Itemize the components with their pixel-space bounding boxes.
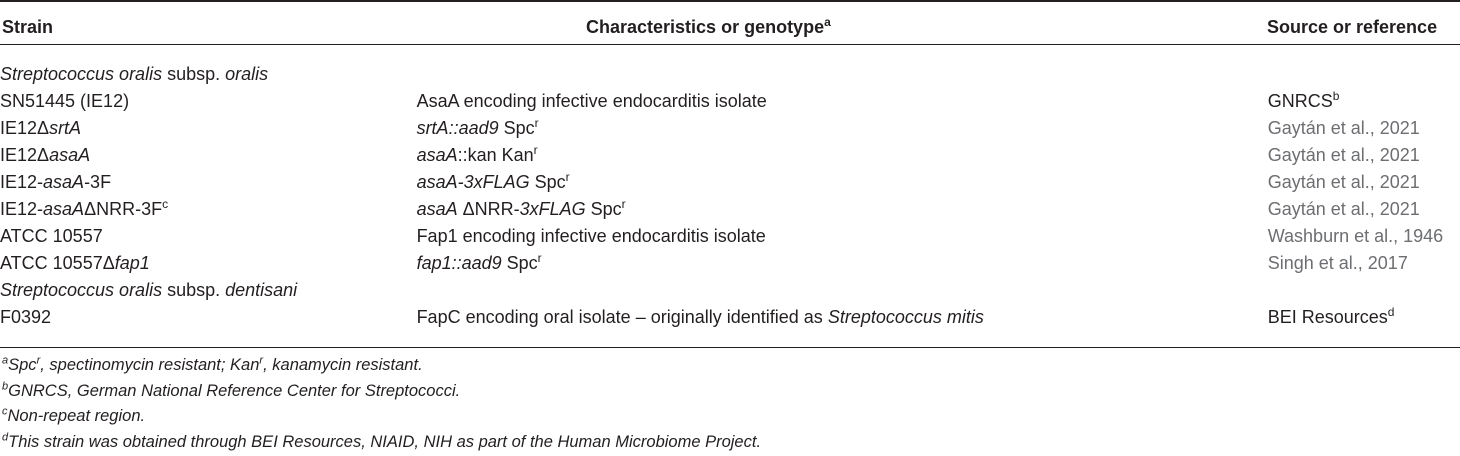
strain-text: F0392 [0,307,52,327]
strain-text: IE12- [0,172,44,192]
footnote-b [2,379,761,405]
reference-link[interactable]: Gaytán et al., 2021 [1267,172,1420,192]
footnotes [2,353,761,455]
table-top-rule [0,0,1460,2]
characteristics-cell [417,304,1268,331]
strain-cell [0,142,417,169]
footnote-d [2,430,761,456]
characteristics-text: Fap1 encoding infective endocarditis isolate [416,226,766,246]
characteristics-cell [417,250,1268,277]
footnote-a [2,353,761,379]
footnote-mark: b [2,380,9,392]
source-cell[interactable] [1268,142,1460,169]
footnote-text: Non-repeat region. [7,407,146,425]
characteristics-text: Spc [501,253,538,273]
footnote-text: , kanamycin resistant. [263,356,423,374]
characteristics-cell [417,142,1268,169]
strain-gene: asaA [43,199,85,219]
source-cell[interactable] [1268,223,1460,250]
footnote-mark: b [1332,89,1340,103]
genotype-text: srtA::aad9 [416,118,499,138]
reference-link[interactable]: Washburn et al., 1946 [1267,226,1444,246]
group-row [0,61,1460,88]
column-header-source: Source or reference [1267,17,1438,37]
characteristics-text: ::kan Kan [457,145,534,165]
subspecies-name: oralis [225,64,269,84]
subspecies-name: dentisani [225,280,298,300]
footnote-text: Spc [8,356,37,374]
characteristics-cell [417,223,1268,250]
footnote-mark: d [2,431,9,443]
header-characteristics-text: Characteristics or genotype [586,17,825,37]
strain-cell [0,115,417,142]
source-cell[interactable] [1268,115,1460,142]
strain-text: IE12- [0,199,44,219]
resistance-mark: r [565,170,570,184]
characteristics-text: Spc [585,199,622,219]
table-row [0,88,1460,115]
reference-link[interactable]: Singh et al., 2017 [1267,253,1408,273]
footnote-mark: c [2,405,8,418]
resistance-mark: r [259,354,264,367]
strain-table [0,61,1460,331]
characteristics-text: ΔNRR- [457,199,520,219]
table-row [0,304,1460,331]
strain-suffix: -3F [84,172,112,192]
strain-gene: asaA [43,172,85,192]
table-row [0,115,1460,142]
reference-link[interactable]: Gaytán et al., 2021 [1267,118,1420,138]
genotype-text: asaA [416,199,458,219]
strain-cell [0,250,417,277]
genotype-text: asaA-3xFLAG [416,172,530,192]
strain-text: ATCC 10557Δ [0,253,115,273]
strain-cell [0,169,417,196]
resistance-mark: r [533,143,538,157]
table-row [0,223,1460,250]
characteristics-text: Spc [529,172,566,192]
footnote-mark: c [162,197,169,211]
genotype-text: 3xFLAG [519,199,586,219]
footnote-mark: d [1387,305,1395,319]
footnote-text: , spectinomycin resistant; Kan [40,356,260,374]
characteristics-cell [417,169,1268,196]
header-rule [0,44,1460,45]
subsp-text: subsp. [162,64,226,84]
genotype-text: asaA [416,145,458,165]
source-cell [1268,88,1460,115]
source-cell [1268,304,1460,331]
footnote-mark: a [2,354,9,367]
footnote-c [2,404,761,430]
strain-cell [0,88,417,115]
characteristics-cell [417,115,1268,142]
strain-text: SN51445 (IE12) [0,91,130,111]
table-row [0,169,1460,196]
strain-cell [0,304,417,331]
footnote-text: This strain was obtained through BEI Resources, NIAID, NIH as part of the Human Microbiome Project. [8,432,762,451]
species-name: Streptococcus mitis [827,307,984,327]
table-row [0,250,1460,277]
resistance-mark: r [621,197,626,211]
strain-text: IE12Δ [0,118,50,138]
group-row [0,277,1460,304]
strain-cell [0,223,417,250]
source-cell[interactable] [1268,250,1460,277]
resistance-mark: r [534,116,539,130]
characteristics-text: AsaA encoding infective endocarditis isolate [416,91,767,111]
genotype-text: fap1::aad9 [416,253,502,273]
characteristics-text: FapC encoding oral isolate – originally identified as [416,307,828,327]
footnote-text: GNRCS, German National Reference Center for Streptococci. [8,381,461,400]
reference-link[interactable]: Gaytán et al., 2021 [1267,199,1420,219]
source-cell[interactable] [1268,196,1460,223]
subsp-text: subsp. [162,280,226,300]
footnote-mark: a [824,15,831,29]
column-header-strain: Strain [2,17,54,37]
strain-gene: srtA [49,118,82,138]
reference-link[interactable]: Gaytán et al., 2021 [1267,145,1420,165]
strain-gene: asaA [49,145,91,165]
characteristics-cell [417,196,1268,223]
strain-cell [0,196,417,223]
source-text: BEI Resources [1267,307,1388,327]
species-name: Streptococcus oralis [0,280,163,300]
strain-text: ATCC 10557 [0,226,103,246]
group-title [0,277,1460,304]
group-title [0,61,1460,88]
resistance-mark: r [537,251,542,265]
characteristics-text: Spc [498,118,535,138]
table-row [0,196,1460,223]
strain-gene: fap1 [114,253,150,273]
strain-text: IE12Δ [0,145,50,165]
strain-suffix: ΔNRR-3F [84,199,163,219]
column-header-characteristics [586,16,831,38]
table-row [0,142,1460,169]
resistance-mark: r [36,354,41,367]
table-bottom-rule [0,347,1460,348]
characteristics-cell [417,88,1268,115]
source-cell[interactable] [1268,169,1460,196]
species-name: Streptococcus oralis [0,64,163,84]
source-text: GNRCS [1267,91,1333,111]
